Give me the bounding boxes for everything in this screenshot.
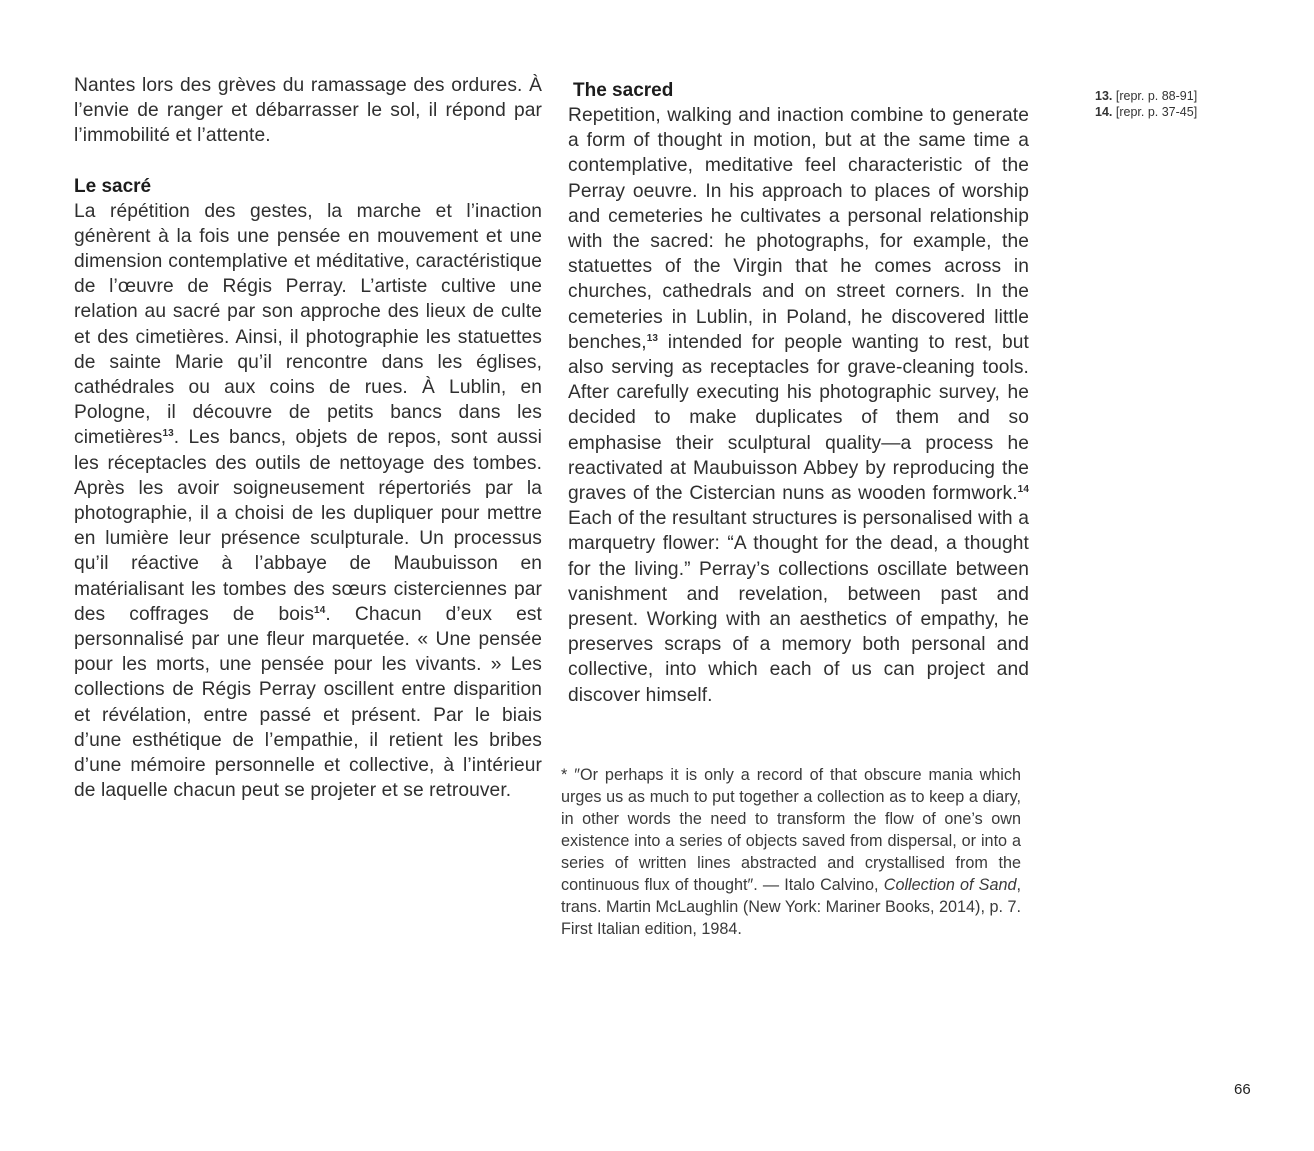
french-body-text-2: . Les bancs, objets de repos, sont aussi les réceptacles des outils de nettoyage des tombes. Après les avoir soigneusement répertoriés par la photographie, il a choisi de les dupliquer pour mettre en lumière leur présence sculpturale. Un processus qu’il réactive à l’abbaye de Maubuisson en matérialisant les tombes des sœurs cisterciennes par des coffrages de bois — [74, 427, 542, 625]
english-section-heading: The sacred — [573, 80, 674, 101]
footnote-ref-14: 14 — [314, 604, 326, 616]
side-note-text: [repr. p. 37-45] — [1115, 105, 1198, 119]
side-notes — [1095, 88, 1197, 120]
french-intro-paragraph: Nantes lors des grèves du ramassage des ordures. À l’envie de ranger et débarrasser le sol, il répond par l’immobilité et l’attente. — [74, 75, 542, 147]
english-body-text-1: Repetition, walking and inaction combine to generate a form of thought in motion, but at the same time a contemplative, meditative feel characteristic of the Perray oeuvre. In his approach to places of worship and cemeteries he cultivates a personal relationship with the sacred: he photographs, for example, the statuettes of the Virgin that he comes across in churches, cathedrals and on street corners. In the cemeteries in Lublin, in Poland, he discovered little benches, — [568, 105, 1029, 353]
side-note — [1095, 88, 1197, 104]
english-body-text-3: Each of the resultant structures is personalised with a marquetry flower: “A thought for the dead, a thought for the living.” Perray’s collections oscillate between vanishment and revelation, between past and present. Working with an aesthetics of empathy, he preserves scraps of a memory both personal and collective, into which each of us can project and discover himself. — [568, 508, 1029, 706]
french-body-text-1: La répétition des gestes, la marche et l’inaction génèrent à la fois une pensée en mouvement et une dimension contemplative et méditative, caractéristique de l’œuvre de Régis Perray. L’artiste cultive une relation au sacré par son approche des lieux de culte et des cimetières. Ainsi, il photographie les statuettes de sainte Marie qu’il rencontre dans les églises, cathédrales ou aux coins de rues. À Lublin, en Pologne, il découvre de petits bancs dans les cimetières — [74, 200, 542, 449]
french-body-paragraph — [74, 199, 542, 804]
side-note-number: 14. — [1095, 105, 1113, 119]
french-body-text-3: . Chacun d’eux est personnalisé par une fleur marquetée. « Une pensée pour les morts, une pensée pour les vivants. » Les collections de Régis Perray oscillent entre disparition et révélation, entre passé et présent. Par le biais d’une esthétique de l’empathie, il retient les bribes d’une mémoire personnelle et collective, à l’intérieur de laquelle chacun peut se projeter et se retrouver. — [74, 603, 542, 802]
quote-book-title: Collection of Sand — [883, 876, 1017, 894]
english-column — [563, 78, 1029, 708]
english-body-text-2: intended for people wanting to rest, but also serving as receptacles for grave-cleaning tools. After carefully executing his photographic survey, he decided to make duplicates of them and so emphasise their sculptural quality—a process he reactivated at Maubuisson Abbey by reproducing the graves of the Cistercian nuns as wooden formwork. — [568, 331, 1029, 505]
footnote-ref-13: 13 — [162, 428, 174, 440]
calvino-quote-footnote — [561, 764, 1021, 940]
side-note — [1095, 104, 1197, 120]
french-column — [74, 73, 542, 803]
side-note-text: [repr. p. 88-91] — [1115, 89, 1198, 103]
footnote-ref-14: 14 — [1017, 484, 1029, 496]
side-note-number: 13. — [1095, 89, 1113, 103]
quote-text-1: * ″Or perhaps it is only a record of that obscure mania which urges us as much to put together a collection as to keep a diary, in other words the need to transform the flow of one’s own existence into a series of objects saved from dispersal, or into a series of written lines abstracted and crystallised from the continuous flux of thought″. — Italo Calvino, — [561, 766, 1021, 894]
footnote-ref-13: 13 — [646, 332, 659, 344]
quote-text-2: , trans. Martin McLaughlin (New York: Mariner Books, 2014), p. 7. First Italian edition, 1984. — [561, 876, 1021, 938]
english-body-paragraph — [563, 103, 1029, 708]
french-section-heading: Le sacré — [74, 175, 152, 197]
page-number: 66 — [1234, 1081, 1251, 1098]
